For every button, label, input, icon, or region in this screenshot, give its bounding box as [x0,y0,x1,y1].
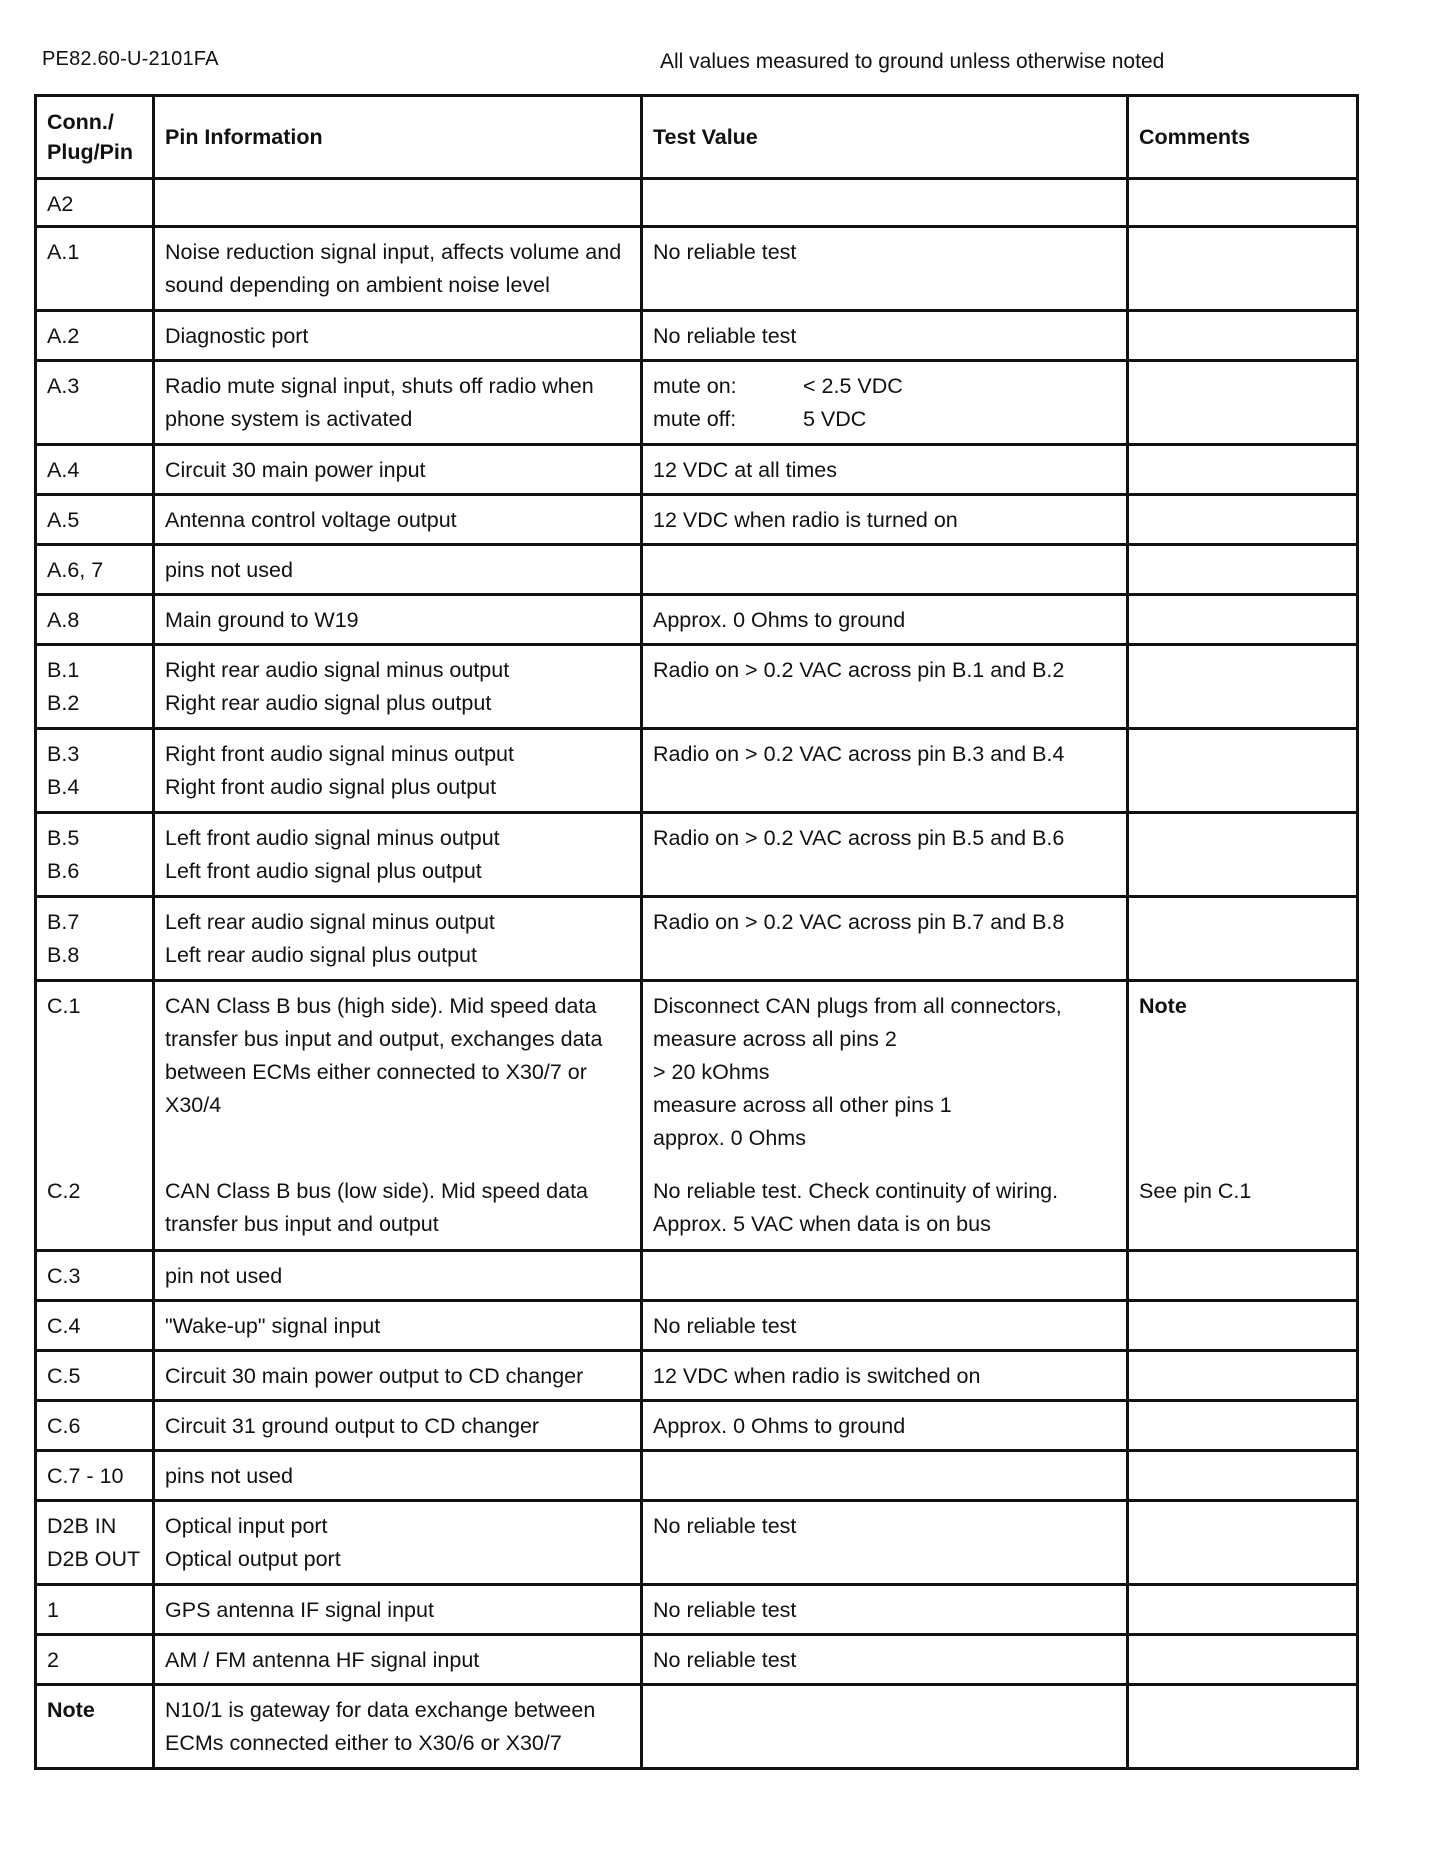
conn-cell: A.1 [36,227,154,311]
comment-note: Note [1139,994,1187,1018]
conn-cell: 1 [36,1585,154,1635]
test-line: Disconnect CAN plugs from all connectors, [653,994,1062,1018]
comment-cell [1128,179,1358,227]
conn-line: B.1 [47,658,80,682]
info-line: Left rear audio signal plus output [165,943,477,967]
table-row [36,813,1358,897]
comment-cell [1128,1251,1358,1301]
test-line: No reliable test. Check continuity of wiring. [653,1179,1059,1203]
test-cell: Radio on > 0.2 VAC across pin B.7 and B.8 [642,897,1128,981]
conn-cell [36,645,154,729]
table-row [36,1585,1358,1635]
conn-line: B.5 [47,826,80,850]
comment-cell [1128,227,1358,311]
conn-cell: A.2 [36,311,154,361]
test-cell: Radio on > 0.2 VAC across pin B.3 and B.4 [642,729,1128,813]
conn-cell: Note [36,1685,154,1769]
info-cell: pins not used [154,1451,642,1501]
table-row [36,897,1358,981]
info-cell: AM / FM antenna HF signal input [154,1635,642,1685]
info-line: Left front audio signal minus output [165,826,500,850]
info-cell [154,645,642,729]
conn-cell: C.6 [36,1401,154,1451]
table-row [36,311,1358,361]
test-cell [642,179,1128,227]
comment-cell [1128,1351,1358,1401]
test-cell [642,545,1128,595]
mute-off-value: 5 VDC [803,407,867,431]
test-cell: Radio on > 0.2 VAC across pin B.5 and B.6 [642,813,1128,897]
conn-cell: A.5 [36,495,154,545]
conn-cell [36,981,154,1251]
table-row [36,729,1358,813]
mute-on-value: < 2.5 VDC [803,374,903,398]
comment-cell [1128,1501,1358,1585]
info-cell: pins not used [154,545,642,595]
info-cell: Antenna control voltage output [154,495,642,545]
table-row [36,1451,1358,1501]
conn-line: B.3 [47,742,80,766]
table-row [36,179,1358,227]
table-row [36,545,1358,595]
comment-cell [1128,645,1358,729]
conn-line: B.8 [47,943,80,967]
info-cell: Diagnostic port [154,311,642,361]
test-cell: No reliable test [642,311,1128,361]
conn-line: B.2 [47,691,80,715]
comment-cell [1128,1635,1358,1685]
col-header-conn-line2: Plug/Pin [47,140,133,164]
col-header-pin-info: Pin Information [154,96,642,179]
info-cell: GPS antenna IF signal input [154,1585,642,1635]
mute-off-label: mute off: [653,407,737,431]
table-row [36,981,1358,1251]
test-cell: No reliable test [642,1501,1128,1585]
conn-cell: A.6, 7 [36,545,154,595]
table-row [36,595,1358,645]
table-header-row [36,96,1358,179]
comment-cell [1128,1401,1358,1451]
conn-cell: A2 [36,179,154,227]
comment-cell [1128,1451,1358,1501]
test-cell: 12 VDC when radio is switched on [642,1351,1128,1401]
info-line: Optical input port [165,1514,328,1538]
test-cell: 12 VDC when radio is turned on [642,495,1128,545]
table-row [36,227,1358,311]
conn-cell [36,897,154,981]
test-cell: Radio on > 0.2 VAC across pin B.1 and B.2 [642,645,1128,729]
conn-cell: A.4 [36,445,154,495]
test-cell: Approx. 0 Ohms to ground [642,595,1128,645]
test-cell: No reliable test [642,1635,1128,1685]
conn-cell: A.8 [36,595,154,645]
test-cell [642,1251,1128,1301]
test-cell: No reliable test [642,1585,1128,1635]
table-row [36,361,1358,445]
comment-cell [1128,897,1358,981]
test-cell [642,361,1128,445]
info-cell: pin not used [154,1251,642,1301]
conn-cell: C.7 - 10 [36,1451,154,1501]
table-row [36,1635,1358,1685]
info-line: Right front audio signal plus output [165,775,497,799]
info-line: CAN Class B bus (low side). Mid speed data transfer bus input and output [165,1179,589,1236]
conn-cell [36,813,154,897]
col-header-comments: Comments [1128,96,1358,179]
info-cell [154,813,642,897]
conn-line: C.2 [47,1179,81,1203]
test-line: approx. 0 Ohms [653,1126,806,1150]
test-cell: Approx. 0 Ohms to ground [642,1401,1128,1451]
info-cell: Circuit 30 main power input [154,445,642,495]
table-row [36,495,1358,545]
info-cell: Main ground to W19 [154,595,642,645]
test-line: > 20 kOhms [653,1060,770,1084]
pin-table [34,94,1359,1770]
conn-cell [36,729,154,813]
test-line: Approx. 5 VAC when data is on bus [653,1212,991,1236]
info-cell [154,179,642,227]
conn-line: D2B OUT [47,1547,141,1571]
conn-line: B.7 [47,910,80,934]
document-code: PE82.60-U-2101FA [42,48,219,70]
comment-cell [1128,545,1358,595]
comment-cell [1128,361,1358,445]
test-line: measure across all pins 2 [653,1027,897,1051]
table-row [36,1301,1358,1351]
info-line: Right front audio signal minus output [165,742,514,766]
col-header-conn [36,96,154,179]
info-cell: Circuit 31 ground output to CD changer [154,1401,642,1451]
conn-line: B.6 [47,859,80,883]
info-cell: N10/1 is gateway for data exchange between ECMs connected either to X30/6 or X30/7 [154,1685,642,1769]
test-line: measure across all other pins 1 [653,1093,952,1117]
info-cell: Circuit 30 main power output to CD changer [154,1351,642,1401]
info-cell: Radio mute signal input, shuts off radio when phone system is activated [154,361,642,445]
table-row [36,1401,1358,1451]
test-cell [642,1685,1128,1769]
conn-line: C.1 [47,994,81,1018]
info-line: CAN Class B bus (high side). Mid speed data transfer bus input and output, exchanges data between ECMs either connected to X30/7 or X30/4 [165,994,603,1117]
table-row [36,1685,1358,1769]
measurement-note: All values measured to ground unless otherwise noted [660,50,1165,73]
comment-cell [1128,1585,1358,1635]
conn-cell: A.3 [36,361,154,445]
table-row [36,1251,1358,1301]
info-cell [154,897,642,981]
test-cell [642,1451,1128,1501]
comment-cell [1128,1301,1358,1351]
conn-cell: C.5 [36,1351,154,1401]
info-cell: Noise reduction signal input, affects volume and sound depending on ambient noise level [154,227,642,311]
comment-line: See pin C.1 [1139,1179,1252,1203]
conn-line: B.4 [47,775,80,799]
table-row [36,445,1358,495]
col-header-conn-line1: Conn./ [47,110,114,134]
info-cell [154,729,642,813]
test-cell: 12 VDC at all times [642,445,1128,495]
info-line: Right rear audio signal plus output [165,691,492,715]
info-cell: "Wake-up" signal input [154,1301,642,1351]
info-line: Optical output port [165,1547,341,1571]
comment-cell [1128,595,1358,645]
test-cell: No reliable test [642,1301,1128,1351]
info-cell [154,981,642,1251]
comment-cell [1128,1685,1358,1769]
conn-line: D2B IN [47,1514,117,1538]
info-line: Left rear audio signal minus output [165,910,495,934]
test-cell: No reliable test [642,227,1128,311]
comment-cell [1128,495,1358,545]
info-line: Left front audio signal plus output [165,859,482,883]
conn-cell: 2 [36,1635,154,1685]
comment-cell [1128,813,1358,897]
table-row [36,1501,1358,1585]
table-row [36,1351,1358,1401]
comment-cell [1128,311,1358,361]
test-cell [642,981,1128,1251]
conn-cell: C.3 [36,1251,154,1301]
conn-cell: C.4 [36,1301,154,1351]
conn-cell [36,1501,154,1585]
col-header-test-value: Test Value [642,96,1128,179]
comment-cell [1128,445,1358,495]
comment-cell [1128,729,1358,813]
info-cell [154,1501,642,1585]
comment-cell [1128,981,1358,1251]
table-row [36,645,1358,729]
mute-on-label: mute on: [653,374,737,398]
info-line: Right rear audio signal minus output [165,658,510,682]
